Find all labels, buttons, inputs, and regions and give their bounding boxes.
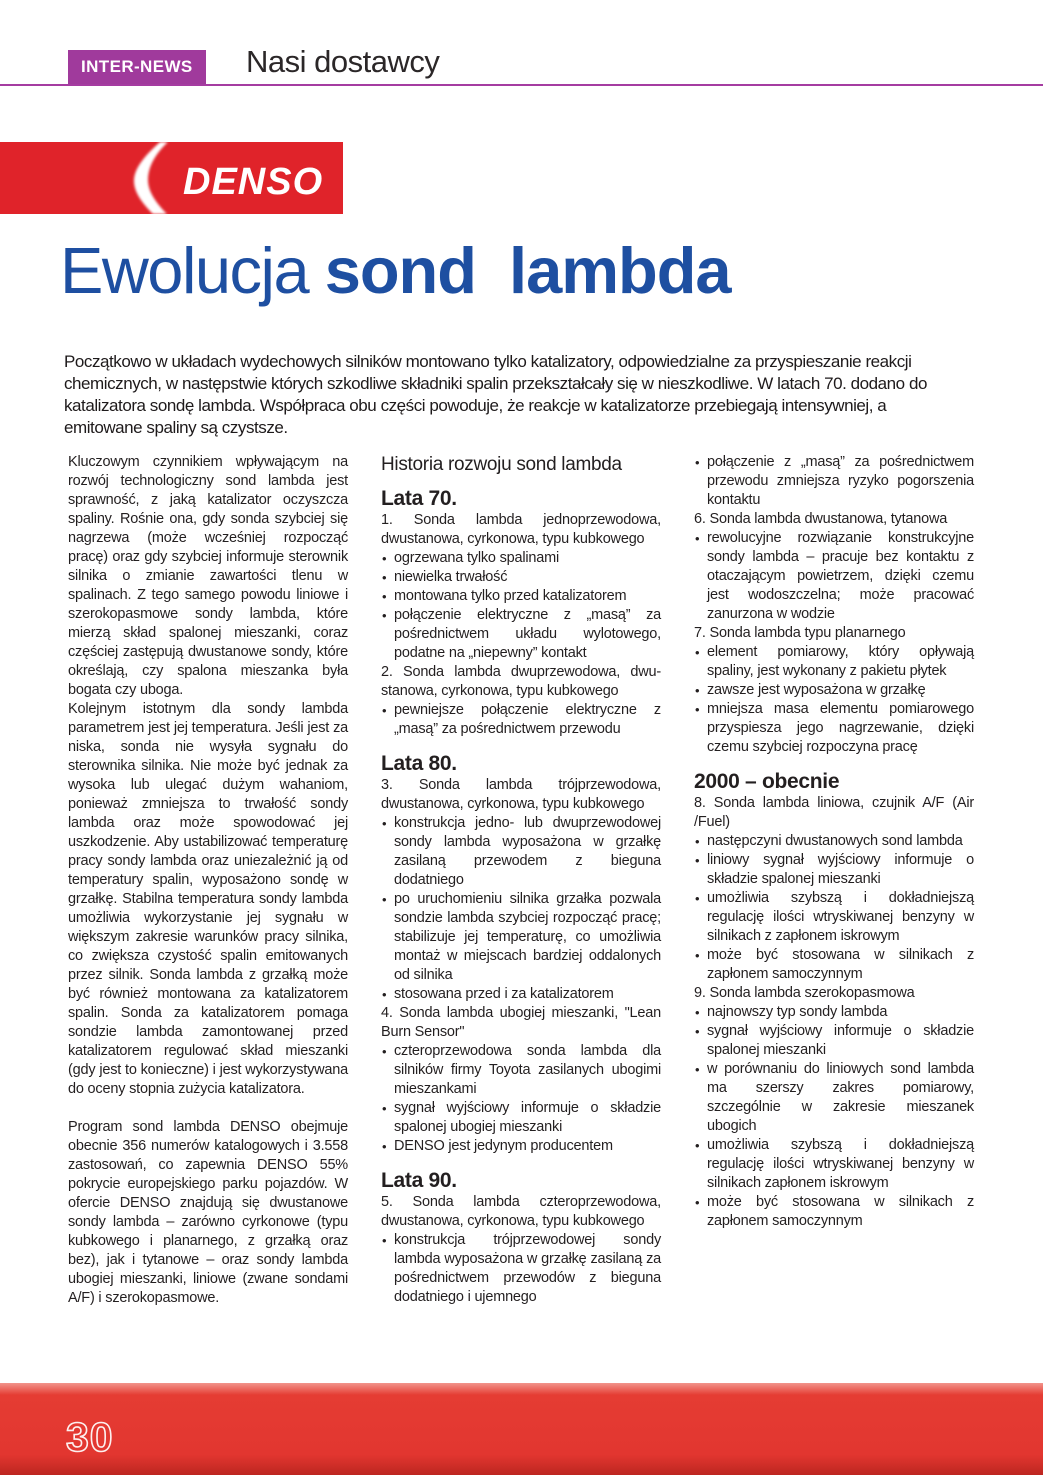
section-badge-label: INTER-NEWS (81, 57, 193, 76)
article-title-bold: sond lambda (324, 234, 731, 307)
article-title (60, 234, 731, 307)
era-heading-2000-obecnie: 2000 – obecnie (694, 770, 840, 793)
numbered-item: 1. Sonda lambda jednoprzewodowa, dwustanowa, cyrkonowa, typu kubkowego (381, 512, 661, 547)
bullet-item: • sygnał wyjściowy informuje o składzie spalonej ubogiej mieszanki (381, 1099, 661, 1137)
bullet-item: • najnowszy typ sondy lambda (694, 1003, 974, 1022)
bullet-list (694, 832, 974, 984)
article-intro: Początkowo w układach wydechowych silników montowano tylko katalizatory, odpowiedzialne za przyspieszanie reakcji chemicznych, w następstwie których szkodliwe składniki spalin przekształcały się w nieszkodliwe. W latach 70. dodano do katalizatora sondę lambda. Współpraca obu części powoduje, że reakcje w katalizatorze przebiegają intensywniej, a emitowane spaliny są czystsze. (64, 352, 927, 437)
bullet-item: • może być stosowana w silnikach z zapłonem samoczynnym (694, 946, 974, 984)
bullet-item: • liniowy sygnał wyjściowy informuje o składzie spalonej mieszanki (694, 851, 974, 889)
header-rule (0, 84, 1043, 86)
page-number: 30 (66, 1414, 114, 1460)
article-columns (68, 453, 975, 1308)
article-title-regular: Ewolucja (60, 234, 325, 307)
bullet-list (381, 549, 661, 663)
bullet-item: • umożliwia szybszą i dokładniejszą regulację ilości wtryskiwanej benzyny w silnikach zapłonem iskrowym (694, 1136, 974, 1193)
bullet-item: • konstrukcja jedno- lub dwuprzewodowej sondy lambda wyposażona w grzałkę zasilaną przewodem z bieguna dodatniego (381, 814, 661, 890)
bullet-item: • stosowana przed i za katalizatorem (381, 985, 661, 1004)
paragraph: Kolejnym istotnym dla sondy lambda parametrem jest jej temperatura. Jeśli jest za niska, sonda nie wysyła sygnału do sterownika silnika. Nie może być jednak za wysoka lub ulegać dużym wahaniom, ponieważ zmniejsza to trwałość sondy lambda oraz może spowodować jej uszkodzenie. Aby ustabilizować temperaturę pracy sondy lambda oraz uniezależnić ją od temperatury spalin, wyposażono sondę w grzałkę. Stabilna temperatura sondy lambda umożliwia wykorzystanie jej sygnału w większym zakresie warunków pracy silnika, co zwiększa czystość spalin emitowanych przez silnik. Sonda lambda z grzałką może być również montowana za katalizatorem spalin. Sonda za katalizatorem pomaga sondzie lambda zamontowanej przed katalizatorem regulować skład mieszanki (gdy jest to konieczne) i jest wykorzystywana do oceny stopnia zużycia katalizatora. (68, 701, 348, 1097)
bullet-list (381, 814, 661, 1004)
numbered-item: 5. Sonda lambda czteroprzewodowa, dwustanowa, cyrkonowa, typu kubkowego (381, 1194, 661, 1229)
era-heading-lata-70: Lata 70. (381, 487, 457, 510)
paragraph: Kluczowym czynnikiem wpływającym na rozwój technologiczny sond lambda jest sprawność, z jaką katalizator oczyszcza spaliny. Rośnie ona, gdy sonda szybciej się nagrzewa (może wcześniej rozpocząć pracę) oraz gdy szybciej informuje sterownik silnika o zmianie zawartości tlenu w spalinach. Z tego samego powodu liniowe i szerokopasmowe sondy lambda, które mierzą skład spalonej mieszanki, coraz częściej zastępują dwustanowe sondy, które określają, czy spalona mieszanka była bogata czy uboga. (68, 454, 348, 698)
bullet-list (694, 529, 974, 624)
footer-bar (0, 1383, 1043, 1475)
bullet-item: • konstrukcja trójprzewodowej sondy lambda wyposażona w grzałkę zasilaną za pośrednictwem przewodów z bieguna dodatniego i ujemnego (381, 1231, 661, 1307)
denso-logo (0, 142, 343, 214)
bullet-item: • element pomiarowy, który opływają spaliny, jest wykonany z pakietu płytek (694, 643, 974, 681)
bullet-item: • po uruchomieniu silnika grzałka pozwala sondzie lambda szybciej rozpocząć pracę; stabilizuje jej temperaturę, co umożliwia montaż w miejscach bardziej oddalonych od silnika (381, 890, 661, 985)
bullet-item: • mniejsza masa elementu pomiarowego przyspiesza jego nagrzewanie, dzięki czemu szybciej rozpoczyna pracę (694, 700, 974, 757)
bullet-item: • montowana tylko przed katalizatorem (381, 587, 661, 606)
bullet-item: • połączenie elektryczne z „masą” za pośrednictwem układu wylotowego, podatne na „niepewny” kontakt (381, 606, 661, 663)
era-heading-lata-90: Lata 90. (381, 1169, 457, 1192)
numbered-item: 6. Sonda lambda dwustanowa, tytanowa (694, 511, 948, 527)
bullet-list (381, 1231, 661, 1307)
bullet-item: • może być stosowana w silnikach z zapłonem samoczynnym (694, 1193, 974, 1231)
era-heading-lata-80: Lata 80. (381, 752, 457, 775)
bullet-list (694, 453, 974, 510)
bullet-item: • pewniejsze połączenie elektryczne z „masą” za pośrednictwem przewodu (381, 701, 661, 739)
bullet-item: • ogrzewana tylko spalinami (381, 549, 661, 568)
bullet-item: • połączenie z „masą” za pośrednictwem przewodu zmniejsza ryzyko pogorszenia kontaktu (694, 453, 974, 510)
denso-logo-graphic (0, 142, 343, 214)
column-1 (68, 453, 348, 1308)
numbered-item: 3. Sonda lambda trójprzewodowa, dwustanowa, cyrkonowa, typu kubkowego (381, 777, 661, 812)
bullet-list (381, 1042, 661, 1156)
bullet-item: • niewielka trwałość (381, 568, 661, 587)
numbered-item: 2. Sonda lambda dwuprzewodowa, dwu-stanowa, cyrkonowa, typu kubkowego (381, 664, 661, 699)
denso-logo-text: DENSO (183, 161, 324, 203)
numbered-item: 7. Sonda lambda typu planarnego (694, 625, 906, 641)
bullet-list (694, 643, 974, 757)
numbered-item: 9. Sonda lambda szerokopasmowa (694, 985, 915, 1001)
bullet-item: • DENSO jest jedynym producentem (381, 1137, 661, 1156)
numbered-item: 4. Sonda lambda ubogiej mieszanki, "Lean Burn Sensor" (381, 1005, 661, 1040)
numbered-item: 8. Sonda lambda liniowa, czujnik A/F (Air /Fuel) (694, 795, 974, 830)
bullet-item: • w porównaniu do liniowych sond lambda ma szerszy zakres pomiarowy, szczególnie w zakresie mieszanek ubogich (694, 1060, 974, 1136)
bullet-item: • zawsze jest wyposażona w grzałkę (694, 681, 974, 700)
bullet-item: • umożliwia szybszą i dokładniejszą regulację ilości wtryskiwanej benzyny w silnikach z zapłonem iskrowym (694, 889, 974, 946)
column-3 (694, 453, 974, 1308)
bullet-list (381, 701, 661, 739)
bullet-list (694, 1003, 974, 1231)
column-2 (381, 453, 661, 1308)
bullet-item: • sygnał wyjściowy informuje o składzie spalonej mieszanki (694, 1022, 974, 1060)
page-section-title: Nasi dostawcy (246, 44, 440, 79)
bullet-item: • czteroprzewodowa sonda lambda dla silników firmy Toyota zasilanych ubogimi mieszankami (381, 1042, 661, 1099)
bullet-item: • następczyni dwustanowych sond lambda (694, 832, 974, 851)
paragraph: Program sond lambda DENSO obejmuje obecnie 356 numerów katalogowych i 3.558 zastosowań, co zapewnia DENSO 55% pokrycie europejskiego parku pojazdów. W ofercie DENSO znajdują się dwustanowe sondy lambda – zarówno cyrkonowe (typu kubkowego i planarnego, z grzałką oraz bez), jak i tytanowe – oraz sondy lambda ubogiej mieszanki, liniowe (zwane sondami A/F) i szerokopasmowe. (68, 1119, 348, 1306)
section-badge (68, 50, 206, 84)
column-heading: Historia rozwoju sond lambda (381, 454, 622, 475)
bullet-item: • rewolucyjne rozwiązanie konstrukcyjne sondy lambda – pracuje bez kontaktu z otaczającym powietrzem, dzięki czemu jest wodoszczelna; może pracować zanurzona w wodzie (694, 529, 974, 624)
